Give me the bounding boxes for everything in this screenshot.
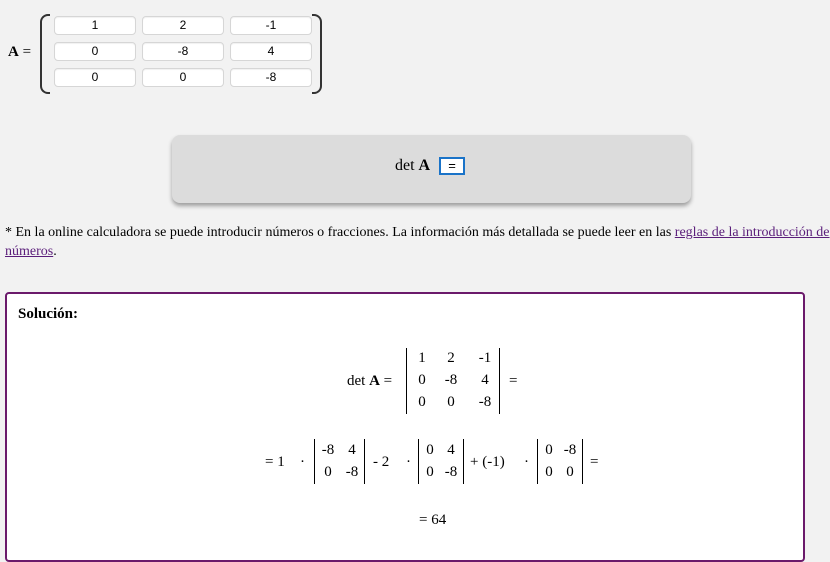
expansion-term-3: + (-1) [470, 454, 505, 470]
det-entry: 0 [418, 372, 426, 388]
minor2-bar-left [418, 439, 419, 484]
det-expression: det A = [347, 373, 393, 389]
cell-1-2[interactable]: 2 [142, 16, 224, 35]
determinant-panel [172, 135, 691, 203]
cell-1-1[interactable]: 1 [54, 16, 136, 35]
expansion-term-2: - 2 [373, 454, 390, 470]
det-entry: -8 [444, 372, 458, 388]
rules-link[interactable]: reglas de la introducción de [674, 225, 830, 240]
cell-3-3[interactable]: -8 [230, 68, 312, 87]
minor2-bar-right [463, 439, 464, 484]
cell-2-3[interactable]: 4 [230, 42, 312, 61]
minor-entry: 0 [545, 464, 553, 480]
minor3-bar-left [537, 439, 538, 484]
det-equals: = [509, 373, 518, 389]
minor-entry: 4 [348, 442, 356, 458]
det-entry: -8 [478, 394, 492, 410]
cell-2-2[interactable]: -8 [142, 42, 224, 61]
det-result: = 64 [419, 512, 447, 528]
mul-dot: · [524, 454, 529, 470]
minor3-bar-right [582, 439, 583, 484]
mul-dot: · [300, 454, 305, 470]
det-label: det A [395, 157, 431, 174]
minor-entry: 0 [426, 464, 434, 480]
minor-entry: -8 [321, 442, 335, 458]
minor1-bar-left [314, 439, 315, 484]
cell-2-1[interactable]: 0 [54, 42, 136, 61]
minor1-bar-right [364, 439, 365, 484]
det-entry: 2 [447, 350, 455, 366]
det-entry: 4 [481, 372, 489, 388]
minor-entry: 0 [426, 442, 434, 458]
det-bar-left [406, 348, 407, 414]
numbers-link[interactable]: números [5, 244, 54, 259]
minor-entry: 0 [566, 464, 574, 480]
expansion-equals: = [590, 454, 599, 470]
input-note [5, 223, 830, 261]
minor-entry: 4 [447, 442, 455, 458]
solution-title: Solución: [18, 306, 79, 322]
minor-entry: -8 [563, 442, 577, 458]
minor-entry: 0 [324, 464, 332, 480]
calculate-button[interactable]: = [439, 157, 465, 175]
det-bar-right [499, 348, 500, 414]
det-entry: 0 [447, 394, 455, 410]
mul-dot: · [406, 454, 411, 470]
det-entry: 0 [418, 394, 426, 410]
right-paren [312, 14, 322, 94]
solution-box [5, 292, 805, 562]
det-entry: -1 [478, 350, 492, 366]
note-suffix: . [53, 244, 57, 259]
minor-entry: 0 [545, 442, 553, 458]
minor-entry: -8 [444, 464, 458, 480]
cell-1-3[interactable]: -1 [230, 16, 312, 35]
note-text: * En la online calculadora se puede introducir números o fracciones. La información más detallada se puede leer en las [5, 225, 675, 240]
cell-3-1[interactable]: 0 [54, 68, 136, 87]
det-entry: 1 [418, 350, 426, 366]
expansion-term-1: = 1 [265, 454, 285, 470]
left-paren [40, 14, 50, 94]
cell-3-2[interactable]: 0 [142, 68, 224, 87]
matrix-label: A = [8, 44, 32, 60]
minor-entry: -8 [345, 464, 359, 480]
